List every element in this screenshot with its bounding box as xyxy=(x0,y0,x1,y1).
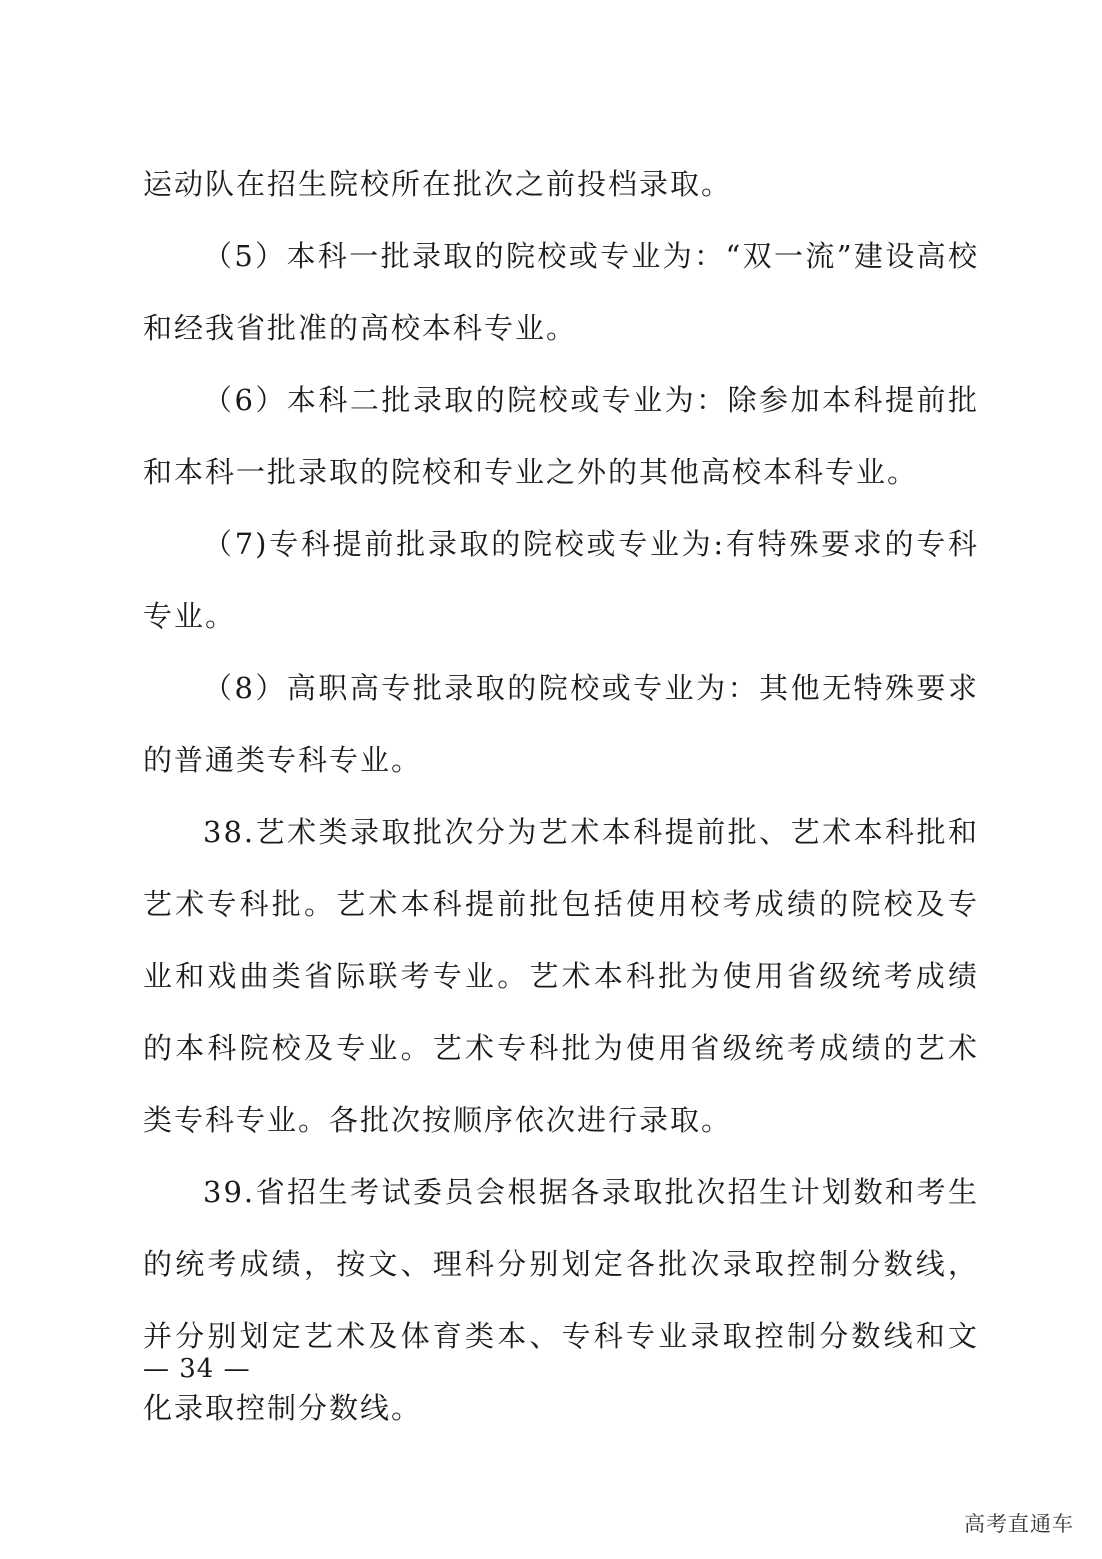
paragraph-article-38: 38.艺术类录取批次分为艺术本科提前批、艺术本科批和艺术专科批。艺术本科提前批包括使用校考成绩的院校及专业和戏曲类省际联考专业。艺术本科批为使用省级统考成绩的本科院校及专业。艺术专科批为使用省级统考成绩的艺术类专科专业。各批次按顺序依次进行录取。 xyxy=(143,815,979,1137)
paragraph-item-7: （7)专科提前批录取的院校或专业为:有特殊要求的专科专业。 xyxy=(143,527,979,633)
page-number: — 34 — xyxy=(143,1354,251,1384)
paragraph-item-5: （5）本科一批录取的院校或专业为：“双一流”建设高校和经我省批准的高校本科专业。 xyxy=(143,239,979,345)
paragraph-item-8: （8）高职高专批录取的院校或专业为：其他无特殊要求的普通类专科专业。 xyxy=(143,671,979,777)
paragraph-article-39: 39.省招生考试委员会根据各录取批次招生计划数和考生的统考成绩，按文、理科分别划定各批次录取控制分数线，并分别划定艺术及体育类本、专科专业录取控制分数线和文化录取控制分数线。 xyxy=(143,1175,979,1425)
paragraph-item-6: （6）本科二批录取的院校或专业为：除参加本科提前批和本科一批录取的院校和专业之外的其他高校本科专业。 xyxy=(143,383,979,489)
document-body xyxy=(143,148,979,1444)
source-watermark: 高考直通车 xyxy=(964,1512,1074,1536)
paragraph-continuation: 运动队在招生院校所在批次之前投档录取。 xyxy=(143,167,733,201)
